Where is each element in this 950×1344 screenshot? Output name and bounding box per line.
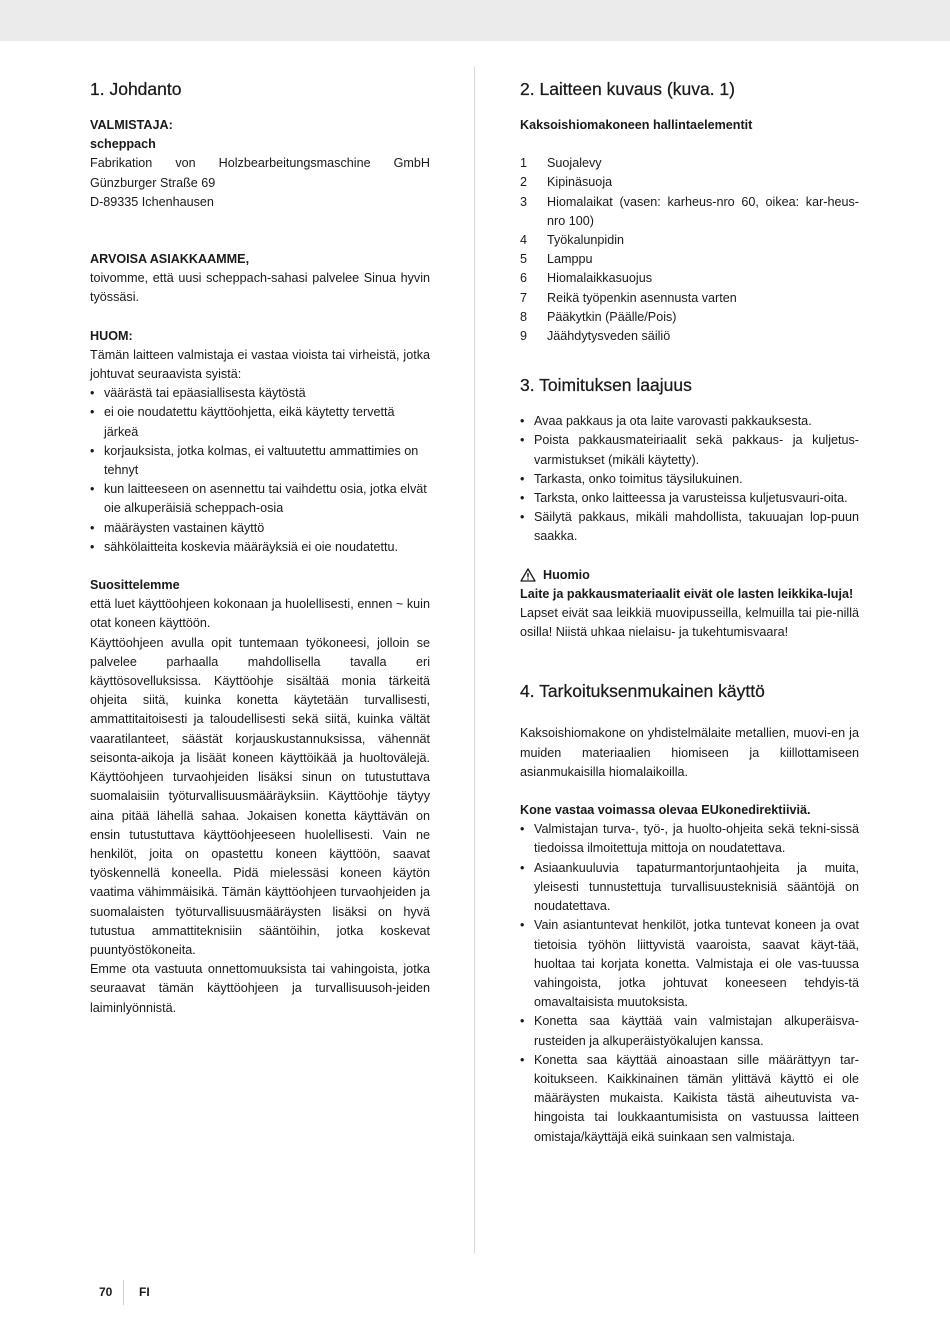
directive-label: Kone vastaa voimassa olevaa EUkonedirektiiviä. xyxy=(520,803,811,818)
list-item: • sähkölaitteita koskevia määräyksiä ei oie noudatettu. xyxy=(90,538,430,557)
part-label: Reikä työpenkin asennusta varten xyxy=(547,290,737,305)
recommend-text: että luet käyttöohjeen kokonaan ja huolellisesti, ennen ~ kuin otat koneen käyttöön. xyxy=(90,597,430,631)
parts-list xyxy=(520,154,859,346)
part-label: Lamppu xyxy=(547,252,593,267)
list-item xyxy=(520,269,859,288)
purpose-text: Kaksoishiomakone on yhdistelmälaite metallien, muovi-en ja muiden materiaalien hiomiseen ja kiillottamiseen asianmukaisilla hiomalaikoilla. xyxy=(520,726,859,779)
footer-divider xyxy=(123,1280,124,1305)
customer-text: toivomme, että uusi scheppach-sahasi palvelee Sinua hyvin työssäsi. xyxy=(90,271,430,305)
list-item: • korjauksista, jotka kolmas, ei valtuutettu ammattimies on tehnyt xyxy=(90,442,430,480)
part-label: Pääkytkin (Päälle/Pois) xyxy=(547,309,677,324)
list-item xyxy=(520,308,859,327)
list-item: • Konetta saa käyttää vain valmistajan alkuperäisva-rusteiden ja alkuperäistyökalujen kanssa. xyxy=(520,1012,859,1050)
list-item xyxy=(520,327,859,346)
list-item: • Asiaankuuluvia tapaturmantorjuntaohjeita ja muita, yleisesti tunnustettuja turvallisuusteknisiä sääntöjä on noudatettava. xyxy=(520,859,859,917)
page-number: 70 xyxy=(99,1285,113,1299)
list-item: • kun laitteeseen on asennettu tai vaihdettu osia, jotka elvät oie alkuperäisiä scheppach-osia xyxy=(90,480,430,518)
controls-label: Kaksoishiomakoneen hallintaelementit xyxy=(520,118,753,132)
list-item xyxy=(520,154,859,173)
section-heading-delivery: 3. Toimituksen laajuus xyxy=(520,375,692,396)
customer-label: ARVOISA ASIAKKAAMME, xyxy=(90,252,250,267)
section-heading-intended-use: 4. Tarkoituksenmukainen käyttö xyxy=(520,681,765,702)
list-item: • Konetta saa käyttää ainoastaan sille määrättyyn tar-koitukseen. Kaikkinainen tämän ylittävä käyttö ei ole määräysten mukaista. Kaikista tästä aiheutuvista va-hingoista tai loukkaantumisista on vastuussa laitteen omistaja/käyttäjä eikä suinkaan sen valmistaja. xyxy=(520,1051,859,1147)
part-label: Hiomalaikat (vasen: karheus-nro 60, oikea: kar-heus-nro 100) xyxy=(547,194,859,228)
part-number: 2 xyxy=(520,175,528,190)
part-number: 5 xyxy=(520,252,528,267)
part-label: Jäähdytysveden säiliö xyxy=(547,329,671,344)
part-number: 9 xyxy=(520,329,528,344)
list-item xyxy=(520,193,859,231)
right-column xyxy=(520,76,859,1147)
part-number: 8 xyxy=(520,309,528,324)
manufacturer-address-line: Fabrikation von Holzbearbeitungsmaschine GmbH xyxy=(90,156,430,171)
note-label: HUOM: xyxy=(90,328,133,343)
list-item: • Avaa pakkaus ja ota laite varovasti pakkauksesta. xyxy=(520,412,859,431)
part-number: 6 xyxy=(520,271,528,286)
warning-heading xyxy=(520,566,859,585)
list-item: • Säilytä pakkaus, mikäli mahdollista, takuuajan lop-puun saakka. xyxy=(520,508,859,546)
delivery-list xyxy=(520,412,859,546)
list-item xyxy=(520,173,859,192)
recommend-body: Käyttöohjeen avulla opit tuntemaan työkoneesi, jolloin se palvelee parhaalla mahdollisella tavalla eri käyttösovelluksissa. Käyttöohje sisältää monia tärkeitä ohjeita siitä, kuinka konetta käytetään turvallisesti, ammattitaitoisesti ja taloudellisesti sekä siitä, kuinka vältät vaaratilanteet, säästät korjauskustannuksissa, vähennät seisonta-aikoja ja lisäät koneen käyttöikää ja huoltovälejä. Käyttöohjeen turvaohjeiden lisäksi sinun on tutustuttava suomalaisiin työturvallisuusmääräyksiin. Käyttöohje täytyy aina pitää lähellä sahaa. Jokaisen konetta käyttävän on ensin tutustuttava käyttöohjeeseen huolellisesti. Vain ne henkilöt, joita on opastettu koneen käyttöön, saavat työskennellä koneella. Pidä mielessäsi koneen käytön vaatima vähimmäisikä. Tämän käyttöohjeen turvaohjeiden ja suomalaisten työturvallisuusmääräysten lisäksi on hyvä tutustua ammattiteknisiin sääntöihin, jotka koskevat puuntyöstökoneita. xyxy=(90,635,430,957)
list-item xyxy=(520,250,859,269)
part-label: Suojalevy xyxy=(547,156,602,171)
list-item xyxy=(520,289,859,308)
list-item: • väärästä tai epäasiallisesta käytöstä xyxy=(90,384,430,403)
warning-label: Huomio xyxy=(543,567,590,582)
section-heading-device-description: 2. Laitteen kuvaus (kuva. 1) xyxy=(520,79,735,99)
warning-text: Lapset eivät saa leikkiä muovipusseilla, kelmuilla tai pie-nillä osilla! Niistä uhkaa nielaisu- ja tukehtumisvaara! xyxy=(520,606,859,640)
part-label: Työkalunpidin xyxy=(547,233,625,248)
note-text: Tämän laitteen valmistaja ei vastaa vioista tai virheistä, jotka johtuvat seuraavista syistä: xyxy=(90,347,430,382)
top-bar xyxy=(0,0,950,41)
directive-list xyxy=(520,820,859,1146)
list-item: • ei oie noudatettu käyttöohjetta, eikä käytetty tervettä järkeä xyxy=(90,403,430,441)
list-item xyxy=(520,231,859,250)
part-number: 3 xyxy=(520,194,528,209)
part-label: Hiomalaikkasuojus xyxy=(547,271,652,286)
list-item: • Vain asiantuntevat henkilöt, jotka tuntevat koneen ja ovat tietoisia työhön liittyvistä vaaroista, saavat käyt-tää, huoltaa tai korjata konetta. Valmistaja ei ole vas-tuussa vahingoista, jotka johtuvat koneeseen tehdyis-tä omavaltaisista muutoksista. xyxy=(520,916,859,1012)
recommend-label: Suosittelemme xyxy=(90,578,180,593)
part-label: Kipinäsuoja xyxy=(547,175,613,190)
warning-bold-text: Laite ja pakkausmateriaalit eivät ole lasten leikkika-luja! xyxy=(520,586,854,601)
manufacturer-address-line: D-89335 Ichenhausen xyxy=(90,194,214,209)
note-list xyxy=(90,384,430,557)
liability-text: Emme ota vastuuta onnettomuuksista tai vahingoista, jotka seuraavat tämän käyttöohjeen ja turvallisuusoh-jeiden laiminlyönnistä. xyxy=(90,962,430,1015)
list-item: • Valmistajan turva-, työ-, ja huolto-ohjeita sekä tekni-sissä tiedoissa ilmoitettuja mittoja on noudatettava. xyxy=(520,820,859,858)
column-divider xyxy=(474,67,475,1253)
part-number: 1 xyxy=(520,156,528,171)
left-column xyxy=(90,76,430,1018)
manufacturer-name: scheppach xyxy=(90,137,156,152)
page-language: FI xyxy=(139,1285,150,1299)
list-item: • Tarksta, onko laitteessa ja varusteissa kuljetusvauri-oita. xyxy=(520,489,859,508)
list-item: • määräysten vastainen käyttö xyxy=(90,519,430,538)
section-heading-introduction: 1. Johdanto xyxy=(90,79,182,99)
warning-triangle-icon xyxy=(520,568,536,582)
part-number: 7 xyxy=(520,290,528,305)
manufacturer-label: VALMISTAJA: xyxy=(90,118,173,132)
list-item: • Poista pakkausmateiriaalit sekä pakkaus- ja kuljetus-varmistukset (mikäli käytetty). xyxy=(520,431,859,469)
list-item: • Tarkasta, onko toimitus täysilukuinen. xyxy=(520,470,859,489)
manufacturer-address-line: Günzburger Straße 69 xyxy=(90,175,216,190)
part-number: 4 xyxy=(520,233,528,248)
